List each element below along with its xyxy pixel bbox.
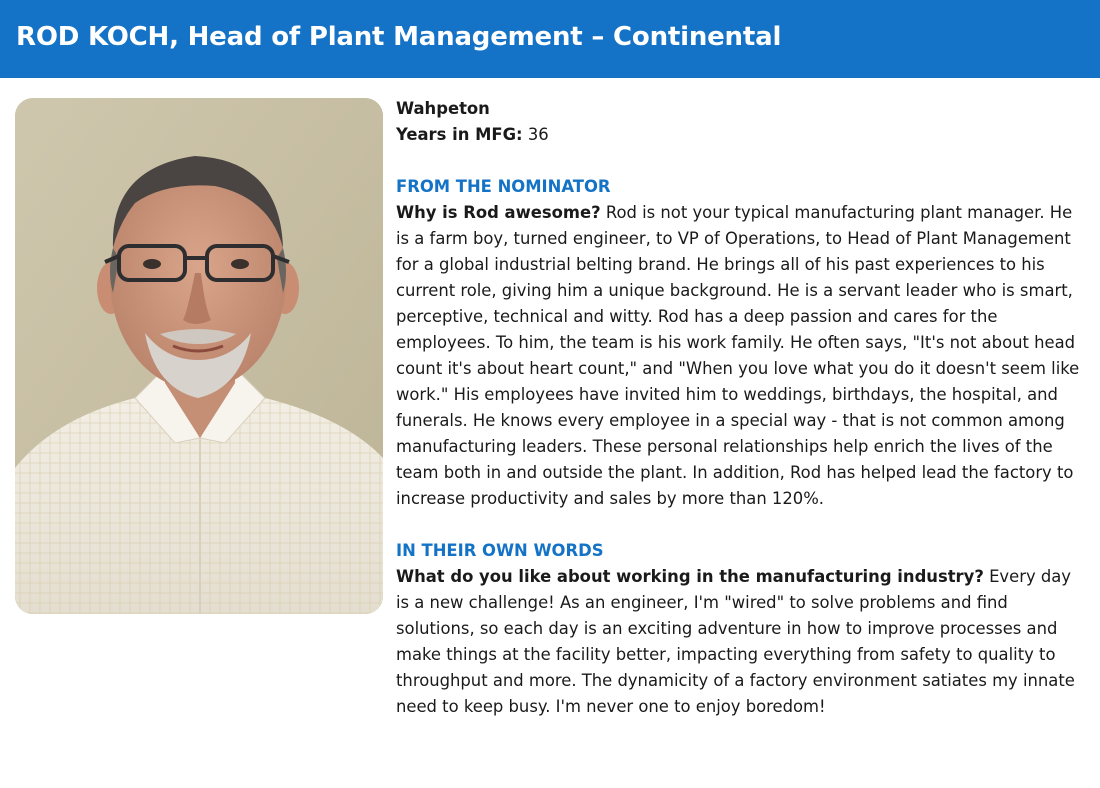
nominator-answer: Rod is not your typical manufacturing plant manager. He is a farm boy, turned engineer, to VP of Operations, to Head of Plant Management for a global industrial belting brand. He brings all of his past experiences to his current role, giving him a unique background. He is a servant leader who is smart, perceptive, technical and witty. Rod has a deep passion and cares for the employees. To him, the team is his work family. He often says, "It's not about head count it's about heart count," and "When you love what you do it doesn't seem like work." His employees have invited him to weddings, birthdays, the hospital, and funerals. He knows every employee in a special way - that is not common among manufacturing leaders. These personal relationships help enrich the lives of the team both in and outside the plant. In addition, Rod has helped lead the factory to increase productivity and sales by more than 120%. [396,203,1080,508]
years-in-mfg [396,122,1086,148]
nominator-paragraph [396,200,1086,512]
page-title: ROD KOCH, Head of Plant Management – Continental [16,22,782,52]
profile-content [396,96,1086,720]
nominator-question: Why is Rod awesome? [396,203,601,222]
nominator-heading: FROM THE NOMINATOR [396,177,611,196]
years-value: 36 [527,125,549,144]
own-words-question: What do you like about working in the manufacturing industry? [396,567,984,586]
location: Wahpeton [396,99,490,118]
spacer [396,148,1086,174]
profile-photo [15,98,383,614]
spacer [396,512,1086,538]
own-words-paragraph [396,564,1086,720]
years-label: Years in MFG: [396,125,523,144]
own-words-heading: IN THEIR OWN WORDS [396,541,604,560]
own-words-answer: Every day is a new challenge! As an engineer, I'm "wired" to solve problems and find solutions, so each day is an exciting adventure in how to improve processes and make things at the facility better, impacting everything from safety to quality to throughput and more. The dynamicity of a factory environment satiates my innate need to keep busy. I'm never one to enjoy boredom! [396,567,1075,716]
header-banner [0,0,1100,78]
